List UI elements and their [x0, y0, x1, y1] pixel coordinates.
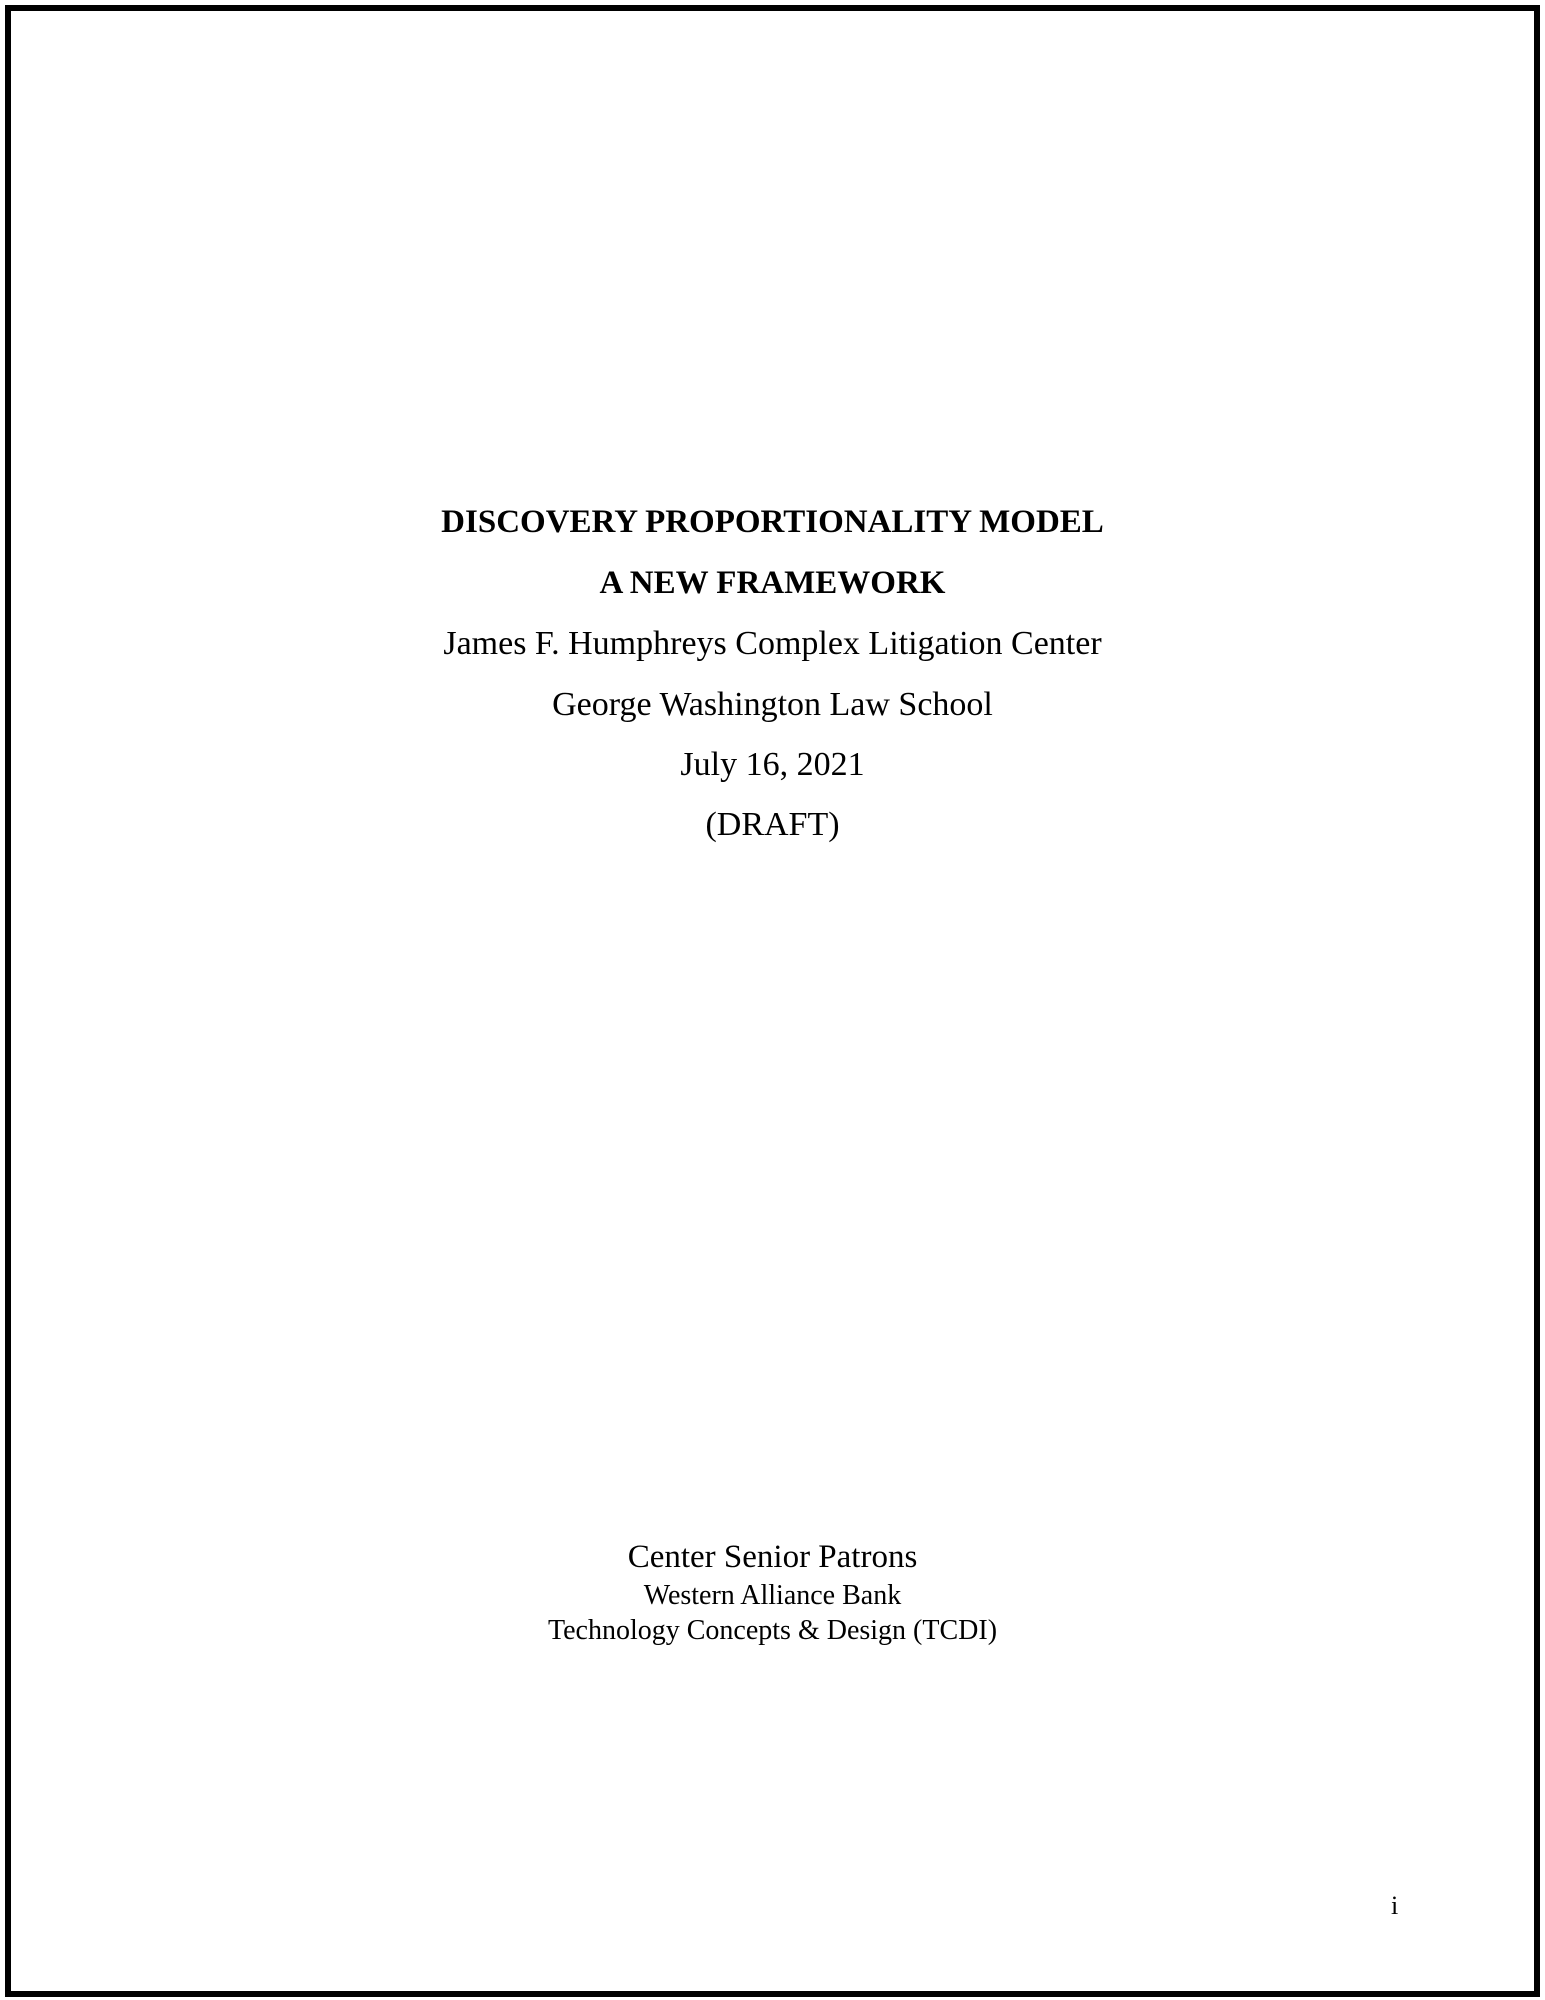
title-line-2: A NEW FRAMEWORK [599, 565, 946, 601]
patron-western-alliance-bank: Western Alliance Bank [643, 1580, 902, 1611]
school-name: George Washington Law School [552, 686, 993, 723]
title-line-1: DISCOVERY PROPORTIONALITY MODEL [441, 504, 1104, 540]
page-number: i [1391, 1891, 1399, 1920]
document-date: July 16, 2021 [680, 746, 865, 783]
draft-status: (DRAFT) [705, 806, 840, 843]
document-page [5, 5, 1540, 1997]
patrons-heading: Center Senior Patrons [627, 1539, 918, 1575]
organization-name: James F. Humphreys Complex Litigation Center [443, 625, 1102, 662]
patron-tcdi: Technology Concepts & Design (TCDI) [547, 1615, 998, 1646]
